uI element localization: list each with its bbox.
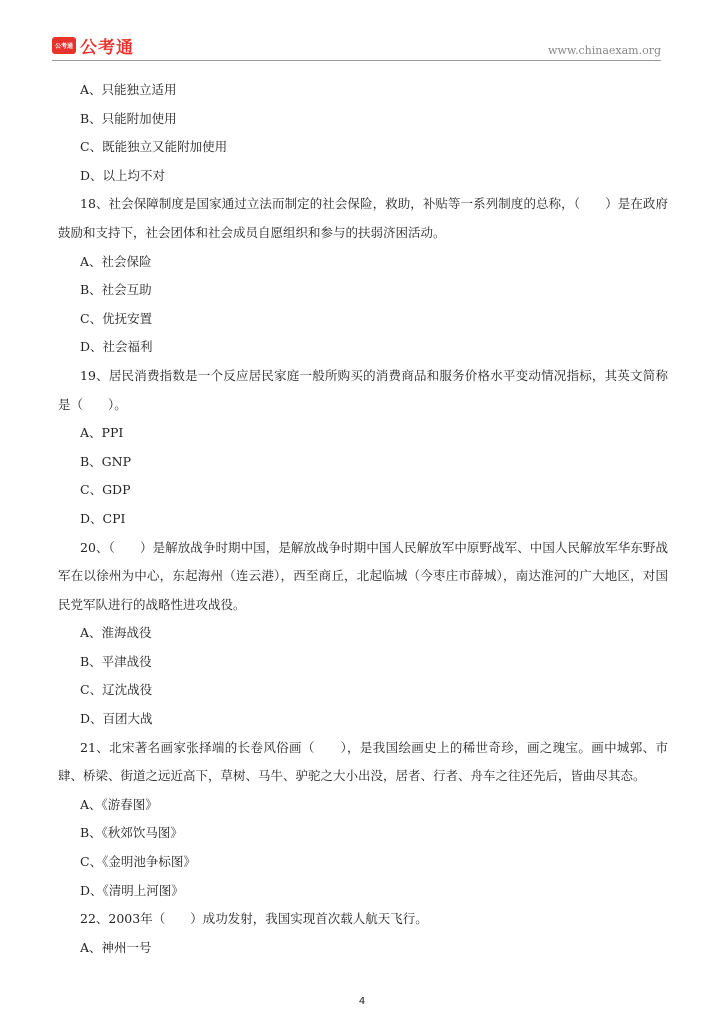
answer-option: B、《秋郊饮马图》 [80, 825, 183, 841]
answer-option: A、淮海战役 [80, 625, 152, 641]
question-text: 21、北宋著名画家张择端的长卷风俗画（ ），是我国绘画史上的稀世奇珍，画之瑰宝。画中城郭、市肆、桥梁、街道之远近高下，草树、马牛、驴驼之大小出没，居者、行者、舟车之往还先后，皆曲尽其态。 [58, 739, 668, 784]
page-number: 4 [358, 996, 366, 1007]
answer-option: D、百团大战 [80, 711, 153, 727]
answer-option: D、《清明上河图》 [80, 882, 184, 898]
question-text: 18、社会保障制度是国家通过立法而制定的社会保险，救助，补贴等一系列制度的总称，（ ）是在政府鼓励和支持下，社会团体和社会成员自愿组织和参与的扶弱济困活动。 [58, 196, 668, 240]
question-text: 19、居民消费指数是一个反应居民家庭一般所购买的消费商品和服务价格水平变动情况指标，其英文简称是（ ）。 [58, 367, 668, 412]
answer-option: C、优抚安置 [80, 310, 153, 326]
answer-option: D、以上均不对 [80, 167, 166, 183]
site-url-link[interactable]: www.chinaexam.org [548, 44, 661, 57]
answer-option: B、平津战役 [80, 653, 152, 669]
answer-option: A、神州一号 [80, 939, 152, 955]
answer-option: B、社会互助 [80, 282, 152, 298]
brand-logo[interactable] [52, 33, 134, 58]
question-text: 22、2003年（ ）成功发射，我国实现首次载人航天飞行。 [80, 911, 428, 927]
answer-option: C、GDP [80, 482, 131, 498]
answer-option: D、CPI [80, 510, 126, 526]
answer-option: C、既能独立又能附加使用 [80, 139, 228, 155]
answer-option: A、PPI [80, 425, 124, 441]
answer-option: D、社会福利 [80, 339, 153, 355]
logo-badge-icon: 公考通 [52, 37, 76, 54]
answer-option: A、《游春图》 [80, 796, 158, 812]
answer-option: B、GNP [80, 453, 132, 469]
answer-option: C、辽沈战役 [80, 682, 153, 698]
question-text: 20、（ ）是解放战争时期中国，是解放战争时期中国人民解放军中原野战军、中国人民解放军华东野战军在以徐州为中心，东起海州（连云港），西至商丘，北起临城（今枣庄市薛城），南达淮河的广大地区，对国民党军队进行的战略性进攻战役。 [58, 539, 668, 612]
answer-option: A、只能独立适用 [80, 82, 177, 97]
answer-option: C、《金明池争标图》 [80, 854, 196, 870]
logo-text: 公考通 [80, 38, 134, 58]
document-body [58, 76, 668, 962]
header-divider [52, 60, 661, 61]
page-header [0, 0, 724, 62]
answer-option: B、只能附加使用 [80, 110, 177, 126]
answer-option: A、社会保险 [80, 253, 152, 269]
